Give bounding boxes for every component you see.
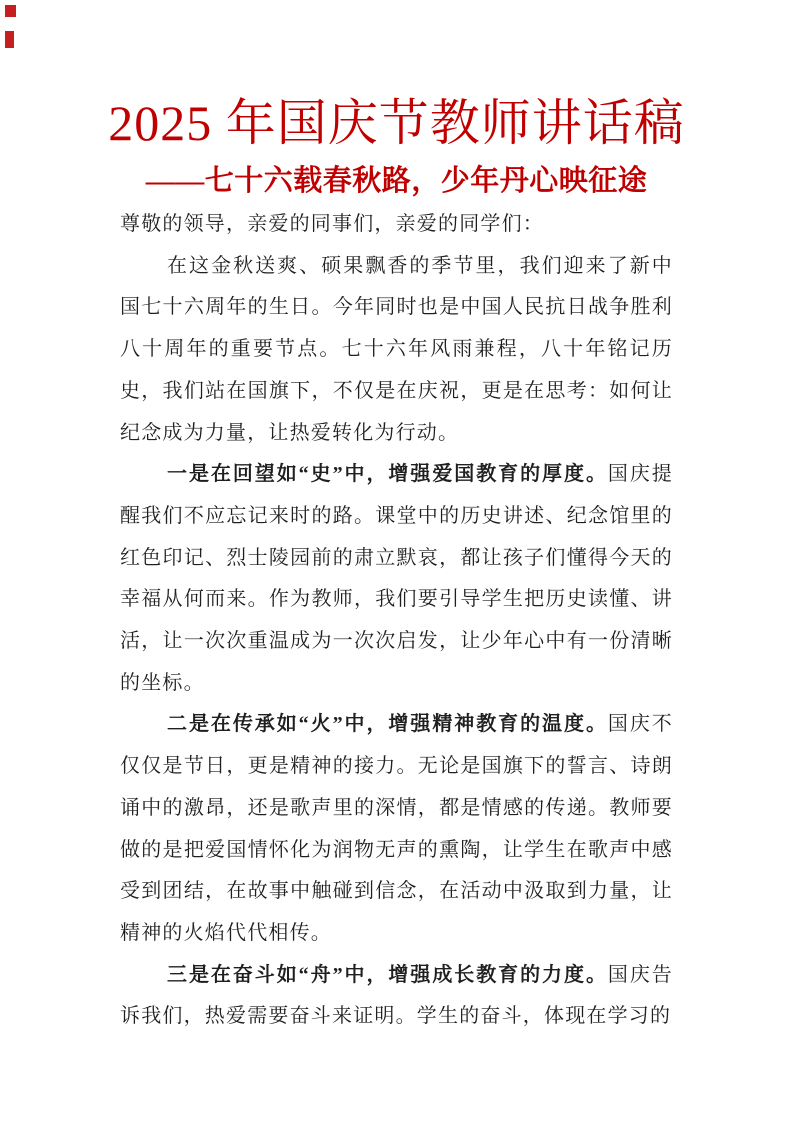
document-body [120,204,673,1038]
paragraph-point-3-text: 国庆告诉我们，热爱需要奋斗来证明。学生的奋斗，体现在学习的 [120,963,674,1028]
paragraph-intro-text: 在这金秋送爽、硕果飘香的季节里，我们迎来了新中国七十六周年的生日。今年同时也是中国人民抗日战争胜利八十周年的重要节点。七十六年风雨兼程，八十年铭记历史，我们站在国旗下，不仅是在庆祝，更是在思考：如何让纪念成为力量，让热爱转化为行动。 [120,254,673,444]
paragraph-point-2-text: 国庆不仅仅是节日，更是精神的接力。无论是国旗下的誓言、诗朗诵中的激昂，还是歌声里的深情，都是情感的传递。教师要做的是把爱国情怀化为润物无声的熏陶，让学生在歌声中感受到团结，在故事中触碰到信念，在活动中汲取到力量，让精神的火焰代代相传。 [120,713,674,944]
paragraph-point-1-lead: 一是在回望如“史”中，增强爱国教育的厚度。 [167,463,608,486]
red-corner-artifact-2 [5,31,14,48]
red-corner-artifact-1 [5,5,16,17]
paragraph-intro [120,246,673,455]
paragraph-point-2-lead: 二是在传承如“火”中，增强精神教育的温度。 [167,713,608,736]
paragraph-point-1-text: 国庆提醒我们不应忘记来时的路。课堂中的历史讲述、纪念馆里的红色印记、烈士陵园前的肃立默哀，都让孩子们懂得今天的幸福从何而来。作为教师，我们要引导学生把历史读懂、讲活，让一次次重温成为一次次启发，让少年心中有一份清晰的坐标。 [120,463,674,694]
document-subtitle: ——七十六载春秋路，少年丹心映征途 [145,165,648,197]
paragraph-point-2 [120,704,673,954]
paragraph-point-3-lead: 三是在奋斗如“舟”中，增强成长教育的力度。 [167,963,608,986]
document-title: 2025 年国庆节教师讲话稿 [108,95,685,151]
paragraph-point-3 [120,955,673,1038]
greeting-line: 尊敬的领导，亲爱的同事们，亲爱的同学们： [120,213,544,235]
paragraph-point-1 [120,454,673,704]
